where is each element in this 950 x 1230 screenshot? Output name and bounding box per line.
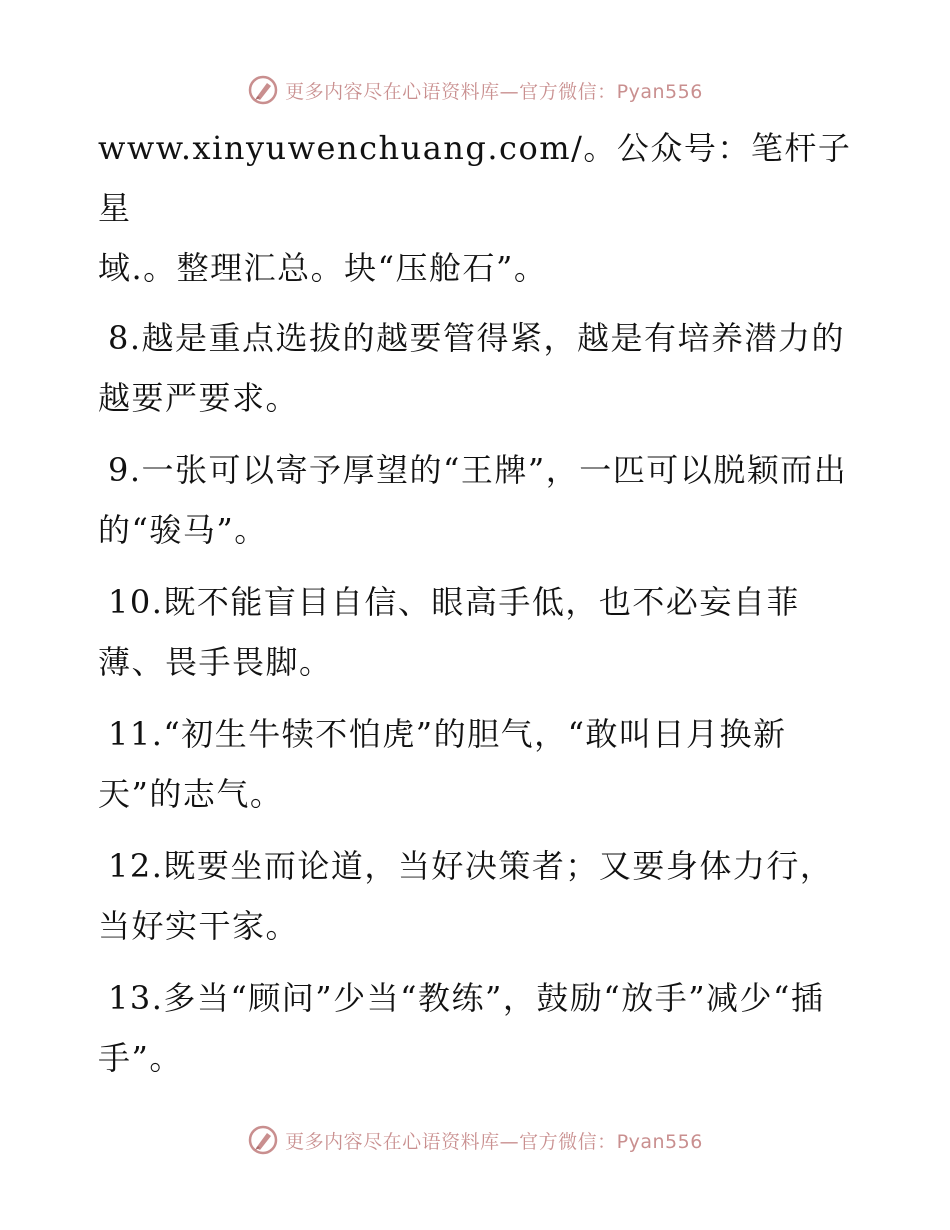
list-item [98,836,858,956]
intro-paragraph [98,118,858,298]
list-item [98,704,858,824]
footer-banner [0,1120,950,1160]
header-banner-text: 更多内容尽在心语资料库—官方微信：Pyan556 [285,80,703,103]
item-number: 10. [108,583,164,621]
document-body [98,118,858,1100]
item-text: 多当“顾问”少当“教练”，鼓励“放手”减少“插手”。 [98,979,825,1077]
list-item [98,308,858,428]
list-item [98,572,858,692]
item-text: “初生牛犊不怕虎”的胆气，“敢叫日月换新天”的志气。 [98,715,787,813]
pen-nib-logo-icon [247,74,279,106]
intro-line-1: www.xinyuwenchuang.com/。公众号：笔杆子星 [98,129,852,227]
footer-banner-text: 更多内容尽在心语资料库—官方微信：Pyan556 [285,1130,703,1153]
list-item [98,968,858,1088]
header-banner [0,70,950,110]
item-number: 12. [108,847,164,885]
pen-nib-logo-icon [247,1124,279,1156]
item-text: 既不能盲目自信、眼高手低，也不必妄自菲薄、畏手畏脚。 [98,583,800,681]
item-text: 一张可以寄予厚望的“王牌”，一匹可以脱颖而出的“骏马”。 [98,451,848,549]
item-number: 13. [108,979,164,1017]
item-number: 11. [108,715,164,753]
item-number: 9. [108,451,142,489]
intro-line-2: 域.。整理汇总。块“压舱石”。 [98,249,548,287]
item-text: 越是重点选拔的越要管得紧，越是有培养潜力的越要严要求。 [98,319,846,417]
list-item [98,440,858,560]
item-number: 8. [108,319,142,357]
item-text: 既要坐而论道，当好决策者；又要身体力行，当好实干家。 [98,847,834,945]
